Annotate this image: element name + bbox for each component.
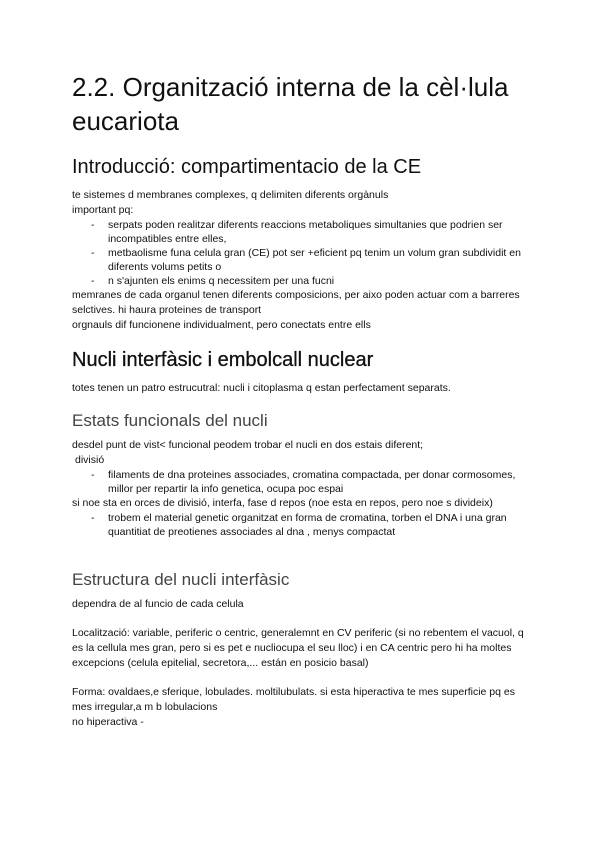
intro-paragraph-1: te sistemes d membranes complexes, q delimiten diferents orgànuls [72,189,389,201]
intro-paragraph-3: memranes de cada organul tenen diferents composicions, per aixo poden actuar com a barreres selctives. hi haura proteines de transport [72,289,520,316]
nucli-paragraph-1: totes tenen un patro estrucutral: nucli i citoplasma q estan perfectament separats. [72,382,451,394]
estats-paragraph-3: si noe sta en orces de divisió, interfa, fase d repos (noe esta en repos, pero noe s divideix) [72,497,493,509]
estats-list-1 [72,468,532,496]
intro-paragraph-4: orgnauls dif funcionene individualment, pero conectats entre ells [72,319,371,331]
estats-paragraph-2: divisió [75,454,105,466]
estructura-paragraph-2: Localització: variable, periferic o centric, generalemnt en CV periferic (si no rebentem el vacuol, q es la cellula mes gran, pero si es pet e nucliocupa el seu lloc) i en CA centric pero hi ha moltes excepcions (celula epitelial, secretora,... están en posicio basal) [72,627,524,669]
estats-paragraph-1: desdel punt de vist< funcional peodem trobar el nucli en dos estais diferent; [72,439,424,451]
nucli-heading: Nucli interfàsic i embolcall nuclear [72,349,374,371]
intro-heading: Introducció: compartimentacio de la CE [72,156,422,178]
page-title: 2.2. Organització interna de la cèl·lula eucariota [72,72,509,136]
estats-heading: Estats funcionals del nucli [72,411,268,430]
intro-list [72,218,532,288]
estats-list-2 [72,511,532,539]
estructura-paragraph-4: no hiperactiva - [72,716,144,728]
estructura-heading: Estructura del nucli interfàsic [72,570,290,589]
estructura-paragraph-3: Forma: ovaldaes,e sferique, lobulades. moltilubulats. si esta hiperactiva te mes superficie pq es mes irregular,a m b lobulacions [72,686,515,713]
list-item: - n s'ajunten els enims q necessitem per una fucni [72,274,532,288]
list-item: - trobem el material genetic organitzat en forma de cromatina, torben el DNA i una gran quantitiat de preotienes associades al dna , menys compactat [72,511,532,539]
document-page [72,70,532,730]
list-item: - serpats poden realitzar diferents reaccions metaboliques simultanies que podrien ser incompatibles entre elles, [72,218,532,246]
estructura-paragraph-1: dependra de al funcio de cada celula [72,598,244,610]
list-item: - filaments de dna proteines associades, cromatina compactada, per donar cormosomes, millor per repartir la info genetica, ocupa poc espai [72,468,532,496]
list-item: - metbaolisme funa celula gran (CE) pot ser +eficient pq tenim un volum gran subdividit en diferents volums petits o [72,246,532,274]
intro-paragraph-2: important pq: [72,204,134,216]
